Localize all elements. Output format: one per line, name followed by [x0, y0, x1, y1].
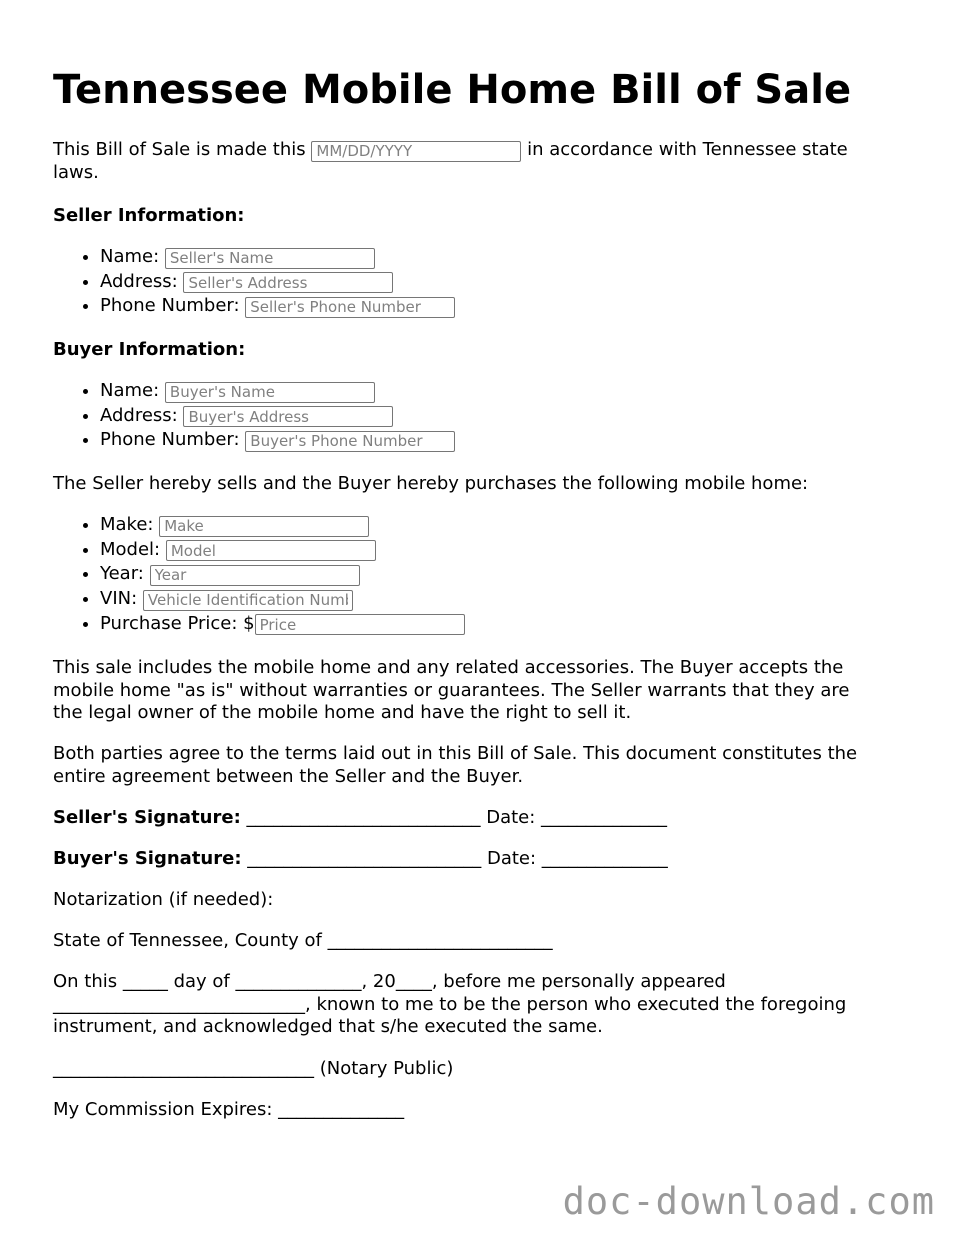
buyer-signature-line: [53, 848, 903, 871]
notary-paragraph: [53, 971, 903, 1039]
sale-statement: The Seller hereby sells and the Buyer hereby purchases the following mobile home:: [53, 473, 809, 494]
seller-phone-input[interactable]: [245, 297, 455, 318]
as-is-line-1: This sale includes the mobile home and any related accessories. The Buyer accepts the: [53, 657, 844, 678]
as-is-paragraph: [53, 657, 903, 725]
notary-line-1: On this _____ day of ______________, 20____, before me personally appeared: [53, 971, 726, 992]
list-item: [100, 587, 465, 612]
list-item: [100, 270, 455, 295]
model-label: Model:: [100, 538, 161, 560]
notary-line-3: instrument, and acknowledged that s/he executed the same.: [53, 1016, 603, 1037]
list-item: [100, 404, 455, 429]
vin-label: VIN:: [100, 588, 138, 610]
sale-date-input[interactable]: [311, 141, 521, 162]
list-item: [100, 513, 465, 538]
year-label: Year:: [100, 563, 144, 585]
buyer-phone-input[interactable]: [245, 431, 455, 452]
seller-section-heading: Seller Information:: [53, 205, 245, 226]
as-is-line-3: the legal owner of the mobile home and have the right to sell it.: [53, 702, 632, 723]
list-item: [100, 428, 455, 453]
list-item: [100, 379, 455, 404]
seller-name-label: Name:: [100, 246, 160, 267]
vin-input[interactable]: [143, 590, 353, 611]
agreement-paragraph: [53, 743, 903, 788]
seller-fields-list: [53, 245, 455, 319]
buyer-name-input[interactable]: [165, 382, 375, 403]
buyer-section-heading: Buyer Information:: [53, 339, 246, 360]
year-input[interactable]: [150, 565, 360, 586]
intro-text-after-line2: laws.: [53, 161, 99, 183]
price-label: Purchase Price: $: [100, 612, 255, 634]
list-item: [100, 538, 465, 563]
seller-signature-line: [53, 807, 903, 830]
buyer-address-input[interactable]: [183, 406, 393, 427]
buyer-signature-blanks: __________________________ Date: ______________: [241, 848, 668, 869]
model-input[interactable]: [166, 540, 376, 561]
seller-address-label: Address:: [100, 270, 178, 292]
as-is-line-2: mobile home "as is" without warranties or guarantees. The Seller warrants that they are: [53, 679, 850, 701]
price-input[interactable]: [255, 614, 465, 635]
notarization-heading: Notarization (if needed):: [53, 889, 274, 910]
list-item: [100, 612, 465, 637]
intro-paragraph: [53, 139, 903, 184]
mobile-home-fields-list: [53, 513, 465, 636]
seller-name-input[interactable]: [165, 248, 375, 269]
seller-signature-blanks: __________________________ Date: ______________: [240, 807, 668, 828]
seller-address-input[interactable]: [183, 272, 393, 293]
document-title: Tennessee Mobile Home Bill of Sale: [53, 67, 852, 113]
seller-signature-label: Seller's Signature:: [53, 807, 241, 828]
agreement-line-2: entire agreement between the Seller and the Buyer.: [53, 765, 524, 787]
notary-public-line: _____________________________ (Notary Public): [53, 1058, 454, 1079]
intro-text-before: This Bill of Sale is made this: [53, 139, 306, 160]
seller-phone-label: Phone Number:: [100, 295, 240, 317]
notary-line-2: ____________________________, known to me to be the person who executed the foregoing: [53, 993, 847, 1015]
buyer-address-label: Address:: [100, 404, 178, 426]
buyer-fields-list: [53, 379, 455, 453]
list-item: [100, 294, 455, 319]
commission-expires-line: My Commission Expires: ______________: [53, 1099, 405, 1120]
agreement-line-1: Both parties agree to the terms laid out in this Bill of Sale. This document constitutes the: [53, 743, 858, 764]
make-input[interactable]: [159, 516, 369, 537]
list-item: [100, 245, 455, 270]
intro-text-after: in accordance with Tennessee state: [527, 139, 848, 160]
buyer-name-label: Name:: [100, 380, 160, 401]
buyer-signature-label: Buyer's Signature:: [53, 848, 242, 869]
buyer-phone-label: Phone Number:: [100, 429, 240, 451]
county-line: State of Tennessee, County of _________________________: [53, 930, 553, 951]
watermark: doc-download.com: [562, 1180, 935, 1223]
make-label: Make:: [100, 514, 154, 535]
list-item: [100, 562, 465, 587]
